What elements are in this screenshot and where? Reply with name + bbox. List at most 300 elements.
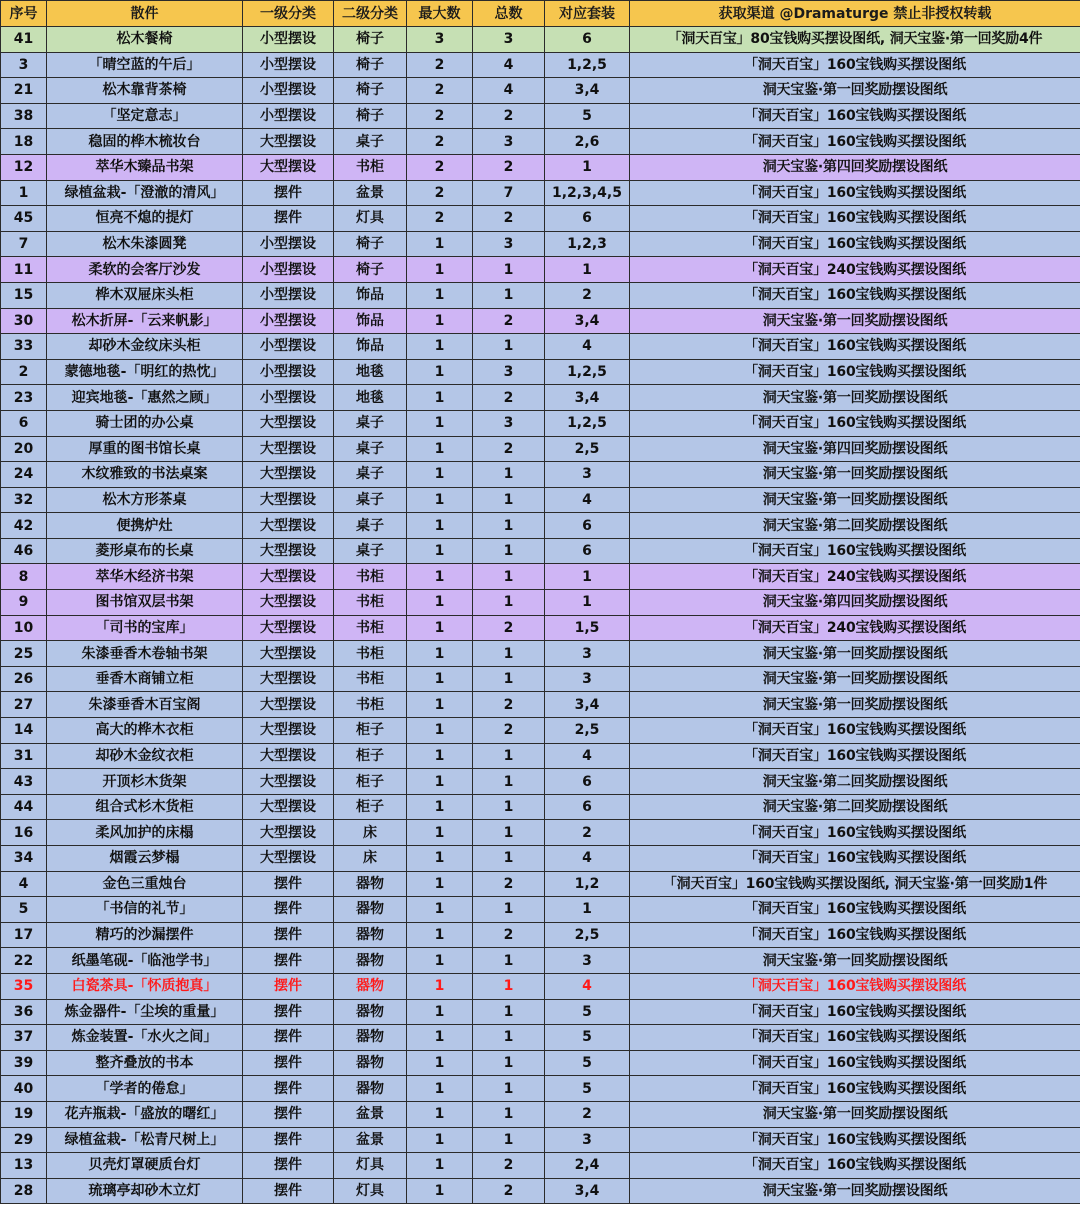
cell-category-1: 摆件	[243, 1050, 334, 1076]
cell-max-count: 1	[407, 641, 473, 667]
cell-source: 「洞天百宝」160宝钱购买摆设图纸, 洞天宝鉴·第一回奖励1件	[630, 871, 1080, 897]
cell-total: 1	[473, 282, 545, 308]
cell-index: 26	[1, 666, 47, 692]
cell-category-2: 盆景	[334, 1127, 407, 1153]
cell-sets: 2,5	[545, 922, 630, 948]
cell-max-count: 1	[407, 922, 473, 948]
cell-item: 蒙德地毯-「明红的热忱」	[47, 359, 243, 385]
table-row	[1, 820, 1080, 846]
cell-index: 25	[1, 641, 47, 667]
table-row	[1, 180, 1080, 206]
cell-source: 「洞天百宝」240宝钱购买摆设图纸	[630, 615, 1080, 641]
cell-source: 「洞天百宝」160宝钱购买摆设图纸	[630, 359, 1080, 385]
table-row	[1, 1025, 1080, 1051]
table-row	[1, 794, 1080, 820]
cell-index: 7	[1, 231, 47, 257]
cell-source: 「洞天百宝」160宝钱购买摆设图纸	[630, 820, 1080, 846]
cell-category-2: 地毯	[334, 385, 407, 411]
cell-item: 「司书的宝库」	[47, 615, 243, 641]
cell-max-count: 1	[407, 948, 473, 974]
cell-max-count: 1	[407, 1178, 473, 1204]
cell-item: 「坚定意志」	[47, 103, 243, 129]
cell-total: 1	[473, 973, 545, 999]
cell-category-1: 小型摆设	[243, 231, 334, 257]
cell-total: 2	[473, 615, 545, 641]
cell-category-1: 大型摆设	[243, 769, 334, 795]
cell-category-1: 小型摆设	[243, 52, 334, 78]
cell-category-2: 床	[334, 846, 407, 872]
cell-max-count: 1	[407, 743, 473, 769]
table-row	[1, 1050, 1080, 1076]
cell-category-2: 书柜	[334, 641, 407, 667]
cell-category-1: 小型摆设	[243, 78, 334, 104]
cell-item: 贝壳灯罩硬质台灯	[47, 1153, 243, 1179]
cell-category-2: 器物	[334, 999, 407, 1025]
cell-source: 「洞天百宝」160宝钱购买摆设图纸	[630, 410, 1080, 436]
cell-source: 洞天宝鉴·第四回奖励摆设图纸	[630, 436, 1080, 462]
cell-item: 组合式杉木货柜	[47, 794, 243, 820]
cell-source: 「洞天百宝」160宝钱购买摆设图纸	[630, 1076, 1080, 1102]
cell-source: 「洞天百宝」160宝钱购买摆设图纸	[630, 282, 1080, 308]
cell-max-count: 1	[407, 1050, 473, 1076]
cell-sets: 6	[545, 206, 630, 232]
table-row	[1, 359, 1080, 385]
header-sets: 对应套装	[545, 1, 630, 27]
cell-source: 「洞天百宝」160宝钱购买摆设图纸	[630, 129, 1080, 155]
cell-total: 1	[473, 257, 545, 283]
cell-category-1: 大型摆设	[243, 718, 334, 744]
cell-category-1: 大型摆设	[243, 564, 334, 590]
cell-index: 19	[1, 1101, 47, 1127]
cell-max-count: 1	[407, 897, 473, 923]
cell-max-count: 1	[407, 1127, 473, 1153]
cell-max-count: 1	[407, 487, 473, 513]
header-category-1: 一级分类	[243, 1, 334, 27]
cell-category-2: 盆景	[334, 180, 407, 206]
cell-source: 洞天宝鉴·第四回奖励摆设图纸	[630, 590, 1080, 616]
cell-source: 洞天宝鉴·第一回奖励摆设图纸	[630, 1178, 1080, 1204]
cell-max-count: 1	[407, 513, 473, 539]
cell-max-count: 1	[407, 718, 473, 744]
cell-category-2: 器物	[334, 922, 407, 948]
cell-category-2: 书柜	[334, 590, 407, 616]
cell-category-2: 椅子	[334, 27, 407, 53]
cell-item: 白瓷茶具-「怀质抱真」	[47, 973, 243, 999]
cell-category-2: 椅子	[334, 52, 407, 78]
cell-category-2: 地毯	[334, 359, 407, 385]
cell-total: 4	[473, 78, 545, 104]
cell-item: 「学者的倦怠」	[47, 1076, 243, 1102]
cell-sets: 3,4	[545, 385, 630, 411]
cell-item: 琉璃亭却砂木立灯	[47, 1178, 243, 1204]
cell-max-count: 1	[407, 385, 473, 411]
cell-category-1: 摆件	[243, 897, 334, 923]
cell-index: 43	[1, 769, 47, 795]
cell-sets: 4	[545, 743, 630, 769]
cell-category-1: 摆件	[243, 871, 334, 897]
cell-category-2: 书柜	[334, 154, 407, 180]
cell-category-1: 小型摆设	[243, 103, 334, 129]
cell-index: 5	[1, 897, 47, 923]
cell-total: 1	[473, 1127, 545, 1153]
cell-category-2: 器物	[334, 897, 407, 923]
cell-item: 松木餐椅	[47, 27, 243, 53]
cell-source: 洞天宝鉴·第二回奖励摆设图纸	[630, 513, 1080, 539]
cell-source: 「洞天百宝」240宝钱购买摆设图纸	[630, 564, 1080, 590]
cell-sets: 6	[545, 538, 630, 564]
cell-category-2: 柜子	[334, 794, 407, 820]
cell-sets: 1	[545, 257, 630, 283]
cell-item: 柔风加护的床榻	[47, 820, 243, 846]
header-source: 获取渠道 @Dramaturge 禁止非授权转载	[630, 1, 1080, 27]
cell-category-2: 桌子	[334, 436, 407, 462]
cell-category-1: 摆件	[243, 180, 334, 206]
cell-category-1: 大型摆设	[243, 129, 334, 155]
cell-total: 2	[473, 206, 545, 232]
cell-max-count: 1	[407, 1101, 473, 1127]
cell-total: 1	[473, 590, 545, 616]
cell-category-2: 饰品	[334, 282, 407, 308]
cell-index: 29	[1, 1127, 47, 1153]
cell-source: 洞天宝鉴·第一回奖励摆设图纸	[630, 308, 1080, 334]
cell-item: 迎宾地毯-「惠然之顾」	[47, 385, 243, 411]
cell-max-count: 2	[407, 180, 473, 206]
cell-source: 「洞天百宝」240宝钱购买摆设图纸	[630, 257, 1080, 283]
cell-source: 「洞天百宝」160宝钱购买摆设图纸	[630, 103, 1080, 129]
table-row	[1, 564, 1080, 590]
cell-category-2: 书柜	[334, 615, 407, 641]
cell-source: 洞天宝鉴·第一回奖励摆设图纸	[630, 1101, 1080, 1127]
table-row	[1, 973, 1080, 999]
cell-sets: 3,4	[545, 308, 630, 334]
cell-category-2: 柜子	[334, 718, 407, 744]
cell-index: 16	[1, 820, 47, 846]
cell-sets: 3,4	[545, 78, 630, 104]
cell-sets: 4	[545, 846, 630, 872]
cell-source: 洞天宝鉴·第一回奖励摆设图纸	[630, 666, 1080, 692]
cell-item: 却砂木金纹衣柜	[47, 743, 243, 769]
cell-index: 14	[1, 718, 47, 744]
table-row	[1, 897, 1080, 923]
cell-category-1: 大型摆设	[243, 487, 334, 513]
cell-sets: 5	[545, 1050, 630, 1076]
cell-source: 「洞天百宝」160宝钱购买摆设图纸	[630, 334, 1080, 360]
cell-item: 烟霞云梦榻	[47, 846, 243, 872]
cell-category-2: 柜子	[334, 769, 407, 795]
cell-category-1: 小型摆设	[243, 334, 334, 360]
cell-category-1: 摆件	[243, 1101, 334, 1127]
cell-max-count: 1	[407, 1076, 473, 1102]
cell-sets: 1,5	[545, 615, 630, 641]
cell-item: 炼金装置-「水火之间」	[47, 1025, 243, 1051]
cell-item: 炼金器件-「尘埃的重量」	[47, 999, 243, 1025]
cell-max-count: 1	[407, 846, 473, 872]
header-index: 序号	[1, 1, 47, 27]
cell-category-1: 摆件	[243, 1127, 334, 1153]
cell-index: 21	[1, 78, 47, 104]
cell-total: 1	[473, 666, 545, 692]
cell-index: 6	[1, 410, 47, 436]
cell-total: 1	[473, 769, 545, 795]
cell-category-1: 大型摆设	[243, 462, 334, 488]
table-row	[1, 231, 1080, 257]
cell-category-1: 大型摆设	[243, 615, 334, 641]
cell-sets: 1	[545, 590, 630, 616]
cell-item: 菱形桌布的长桌	[47, 538, 243, 564]
cell-max-count: 1	[407, 410, 473, 436]
cell-item: 松木折屏-「云来帆影」	[47, 308, 243, 334]
cell-source: 「洞天百宝」160宝钱购买摆设图纸	[630, 180, 1080, 206]
cell-index: 15	[1, 282, 47, 308]
table-row	[1, 27, 1080, 53]
header-item: 散件	[47, 1, 243, 27]
cell-max-count: 1	[407, 769, 473, 795]
cell-sets: 5	[545, 103, 630, 129]
cell-max-count: 1	[407, 231, 473, 257]
cell-source: 「洞天百宝」80宝钱购买摆设图纸, 洞天宝鉴·第一回奖励4件	[630, 27, 1080, 53]
cell-category-2: 柜子	[334, 743, 407, 769]
cell-source: 洞天宝鉴·第一回奖励摆设图纸	[630, 385, 1080, 411]
cell-total: 1	[473, 1050, 545, 1076]
cell-item: 松木靠背茶椅	[47, 78, 243, 104]
cell-category-2: 桌子	[334, 538, 407, 564]
cell-total: 2	[473, 436, 545, 462]
cell-index: 1	[1, 180, 47, 206]
cell-total: 2	[473, 103, 545, 129]
cell-category-1: 大型摆设	[243, 846, 334, 872]
cell-item: 金色三重烛台	[47, 871, 243, 897]
cell-index: 9	[1, 590, 47, 616]
cell-item: 木纹雅致的书法桌案	[47, 462, 243, 488]
cell-sets: 2,5	[545, 436, 630, 462]
cell-source: 「洞天百宝」160宝钱购买摆设图纸	[630, 999, 1080, 1025]
cell-source: 「洞天百宝」160宝钱购买摆设图纸	[630, 1153, 1080, 1179]
cell-max-count: 2	[407, 52, 473, 78]
cell-sets: 3,4	[545, 1178, 630, 1204]
cell-sets: 3	[545, 666, 630, 692]
cell-index: 2	[1, 359, 47, 385]
cell-index: 40	[1, 1076, 47, 1102]
cell-total: 1	[473, 462, 545, 488]
cell-category-1: 摆件	[243, 999, 334, 1025]
cell-sets: 1,2,3,4,5	[545, 180, 630, 206]
cell-max-count: 1	[407, 308, 473, 334]
cell-max-count: 1	[407, 590, 473, 616]
cell-index: 30	[1, 308, 47, 334]
cell-sets: 5	[545, 999, 630, 1025]
cell-total: 3	[473, 410, 545, 436]
cell-index: 23	[1, 385, 47, 411]
cell-category-1: 摆件	[243, 1076, 334, 1102]
cell-item: 开顶杉木货架	[47, 769, 243, 795]
cell-source: 「洞天百宝」160宝钱购买摆设图纸	[630, 1025, 1080, 1051]
cell-sets: 2,5	[545, 718, 630, 744]
cell-source: 「洞天百宝」160宝钱购买摆设图纸	[630, 206, 1080, 232]
table-row	[1, 743, 1080, 769]
cell-sets: 3	[545, 641, 630, 667]
cell-total: 3	[473, 27, 545, 53]
cell-index: 20	[1, 436, 47, 462]
cell-source: 「洞天百宝」160宝钱购买摆设图纸	[630, 973, 1080, 999]
cell-sets: 1,2	[545, 871, 630, 897]
table-row	[1, 666, 1080, 692]
cell-max-count: 2	[407, 206, 473, 232]
cell-index: 8	[1, 564, 47, 590]
cell-category-1: 大型摆设	[243, 666, 334, 692]
cell-max-count: 3	[407, 27, 473, 53]
cell-source: 洞天宝鉴·第一回奖励摆设图纸	[630, 78, 1080, 104]
cell-max-count: 1	[407, 666, 473, 692]
table-row	[1, 948, 1080, 974]
table-row	[1, 615, 1080, 641]
cell-category-2: 桌子	[334, 513, 407, 539]
cell-category-2: 桌子	[334, 410, 407, 436]
cell-sets: 6	[545, 794, 630, 820]
cell-category-2: 灯具	[334, 206, 407, 232]
cell-max-count: 1	[407, 538, 473, 564]
cell-item: 绿植盆栽-「松青尺树上」	[47, 1127, 243, 1153]
table-row	[1, 1127, 1080, 1153]
cell-index: 42	[1, 513, 47, 539]
cell-total: 2	[473, 154, 545, 180]
cell-max-count: 1	[407, 615, 473, 641]
table-body	[1, 27, 1080, 1204]
cell-sets: 2	[545, 282, 630, 308]
cell-max-count: 1	[407, 1025, 473, 1051]
table-row	[1, 385, 1080, 411]
cell-source: 「洞天百宝」160宝钱购买摆设图纸	[630, 52, 1080, 78]
cell-category-2: 灯具	[334, 1178, 407, 1204]
cell-sets: 4	[545, 973, 630, 999]
table-row	[1, 1101, 1080, 1127]
cell-max-count: 1	[407, 794, 473, 820]
cell-category-1: 大型摆设	[243, 538, 334, 564]
cell-category-2: 椅子	[334, 103, 407, 129]
cell-category-2: 椅子	[334, 231, 407, 257]
cell-index: 3	[1, 52, 47, 78]
cell-category-1: 大型摆设	[243, 436, 334, 462]
cell-total: 2	[473, 385, 545, 411]
cell-category-1: 摆件	[243, 1025, 334, 1051]
cell-category-2: 盆景	[334, 1101, 407, 1127]
cell-max-count: 1	[407, 436, 473, 462]
cell-max-count: 1	[407, 257, 473, 283]
cell-max-count: 2	[407, 103, 473, 129]
table-row	[1, 154, 1080, 180]
cell-index: 44	[1, 794, 47, 820]
cell-source: 「洞天百宝」160宝钱购买摆设图纸	[630, 922, 1080, 948]
cell-category-1: 摆件	[243, 206, 334, 232]
cell-index: 36	[1, 999, 47, 1025]
table-row	[1, 1178, 1080, 1204]
cell-category-1: 大型摆设	[243, 794, 334, 820]
cell-source: 洞天宝鉴·第二回奖励摆设图纸	[630, 769, 1080, 795]
cell-category-2: 桌子	[334, 462, 407, 488]
cell-index: 33	[1, 334, 47, 360]
cell-item: 骑士团的办公桌	[47, 410, 243, 436]
cell-category-2: 器物	[334, 1025, 407, 1051]
cell-index: 35	[1, 973, 47, 999]
cell-category-2: 灯具	[334, 1153, 407, 1179]
table-row	[1, 308, 1080, 334]
cell-item: 图书馆双层书架	[47, 590, 243, 616]
cell-index: 45	[1, 206, 47, 232]
cell-total: 1	[473, 794, 545, 820]
cell-total: 3	[473, 231, 545, 257]
cell-category-2: 器物	[334, 973, 407, 999]
table-row	[1, 999, 1080, 1025]
cell-item: 恒亮不熄的提灯	[47, 206, 243, 232]
cell-source: 洞天宝鉴·第一回奖励摆设图纸	[630, 692, 1080, 718]
cell-item: 朱漆垂香木卷轴书架	[47, 641, 243, 667]
cell-category-2: 书柜	[334, 564, 407, 590]
table-row	[1, 78, 1080, 104]
cell-category-1: 小型摆设	[243, 308, 334, 334]
cell-index: 24	[1, 462, 47, 488]
cell-category-1: 小型摆设	[243, 359, 334, 385]
table-row	[1, 641, 1080, 667]
header-category-2: 二级分类	[334, 1, 407, 27]
cell-index: 11	[1, 257, 47, 283]
cell-total: 1	[473, 743, 545, 769]
cell-total: 2	[473, 718, 545, 744]
table-row	[1, 129, 1080, 155]
cell-sets: 2	[545, 1101, 630, 1127]
table-row	[1, 436, 1080, 462]
cell-item: 桦木双屉床头柜	[47, 282, 243, 308]
cell-total: 7	[473, 180, 545, 206]
cell-total: 2	[473, 922, 545, 948]
cell-sets: 4	[545, 334, 630, 360]
cell-sets: 1	[545, 154, 630, 180]
cell-sets: 4	[545, 487, 630, 513]
cell-total: 3	[473, 359, 545, 385]
cell-item: 稳固的桦木梳妆台	[47, 129, 243, 155]
cell-total: 1	[473, 487, 545, 513]
cell-category-1: 摆件	[243, 1153, 334, 1179]
cell-item: 「晴空蓝的午后」	[47, 52, 243, 78]
cell-max-count: 2	[407, 78, 473, 104]
table-row	[1, 206, 1080, 232]
cell-index: 31	[1, 743, 47, 769]
cell-sets: 5	[545, 1025, 630, 1051]
cell-source: 「洞天百宝」160宝钱购买摆设图纸	[630, 897, 1080, 923]
cell-sets: 2,6	[545, 129, 630, 155]
cell-total: 1	[473, 999, 545, 1025]
cell-total: 2	[473, 308, 545, 334]
cell-index: 22	[1, 948, 47, 974]
table-row	[1, 487, 1080, 513]
cell-source: 「洞天百宝」160宝钱购买摆设图纸	[630, 718, 1080, 744]
cell-total: 2	[473, 871, 545, 897]
cell-item: 却砂木金纹床头柜	[47, 334, 243, 360]
cell-category-2: 椅子	[334, 78, 407, 104]
cell-item: 垂香木商铺立柜	[47, 666, 243, 692]
cell-category-2: 饰品	[334, 308, 407, 334]
table-row	[1, 1153, 1080, 1179]
cell-index: 18	[1, 129, 47, 155]
table-row	[1, 334, 1080, 360]
cell-total: 1	[473, 846, 545, 872]
cell-total: 1	[473, 564, 545, 590]
cell-index: 32	[1, 487, 47, 513]
table-row	[1, 871, 1080, 897]
cell-category-1: 大型摆设	[243, 590, 334, 616]
cell-sets: 1	[545, 564, 630, 590]
cell-item: 便携炉灶	[47, 513, 243, 539]
cell-source: 「洞天百宝」160宝钱购买摆设图纸	[630, 538, 1080, 564]
cell-max-count: 1	[407, 564, 473, 590]
